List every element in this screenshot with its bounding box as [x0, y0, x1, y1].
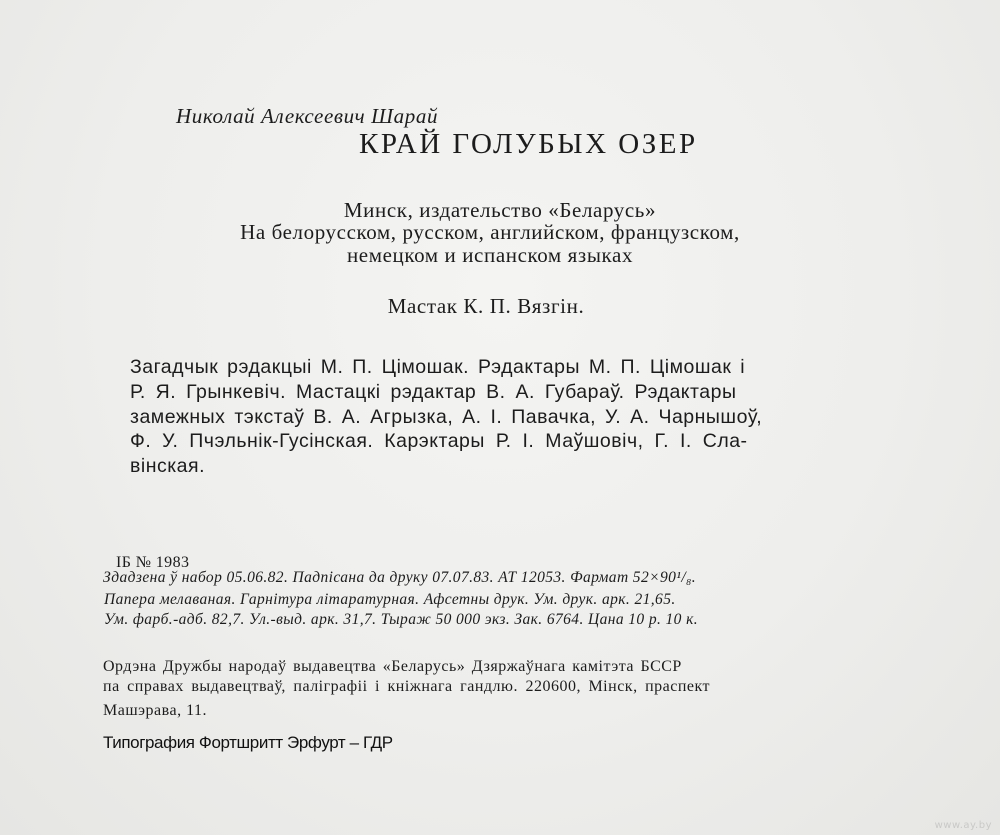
organization-line: па справах выдавецтваў, паліграфіі і кніжнага гандлю. 220600, Мінск, праспект: [103, 678, 711, 695]
author-name: Николай Алексеевич Шарай: [176, 104, 439, 128]
editors-line: Р. Я. Грынкевіч. Мастацкі рэдактар В. А. Губараў. Рэдактары: [130, 381, 737, 403]
editors-line: Загадчык рэдакцыі М. П. Цімошак. Рэдактары М. П. Цімошак і: [130, 356, 746, 378]
production-line: Ум. фарб.-адб. 82,7. Ул.-выд. арк. 31,7. Тыраж 50 000 экз. Зак. 6764. Цана 10 р. 10 к.: [104, 611, 699, 628]
publisher-line: Минск, издательство «Беларусь»: [343, 198, 657, 222]
editors-line: замежных тэкстаў В. А. Агрызка, А. І. Павачка, У. А. Чарнышоў,: [130, 406, 763, 428]
site-watermark: www.ay.by: [934, 820, 992, 831]
artist-line: Мастак К. П. Вязгін.: [387, 294, 585, 318]
printer-line: Типография Фортшритт Эрфурт – ГДР: [103, 733, 393, 752]
production-line: Здадзена ў набор 05.06.82. Падпісана да друку 07.07.83. АТ 12053. Фармат 52×90¹/₈.: [103, 569, 697, 586]
editors-line: вінская.: [130, 455, 205, 477]
languages-line-1: На белорусском, русском, английском, французском,: [240, 220, 740, 244]
languages-line-2: немецком и испанском языках: [346, 243, 634, 267]
production-line: Папера мелаваная. Гарнітура літаратурная. Афсетны друк. Ум. друк. арк. 21,65.: [104, 591, 676, 608]
ib-number: ІБ № 1983: [116, 554, 190, 571]
organization-line: Ордэна Дружбы народаў выдавецтва «Беларусь» Дзяржаўнага камітэта БССР: [103, 658, 682, 675]
book-title: КРАЙ ГОЛУБЫХ ОЗЕР: [359, 128, 698, 160]
editors-line: Ф. У. Пчэльнік-Гусінская. Карэктары Р. І. Маўшовіч, Г. І. Сла-: [130, 430, 748, 452]
organization-line: Машэрава, 11.: [103, 702, 207, 719]
